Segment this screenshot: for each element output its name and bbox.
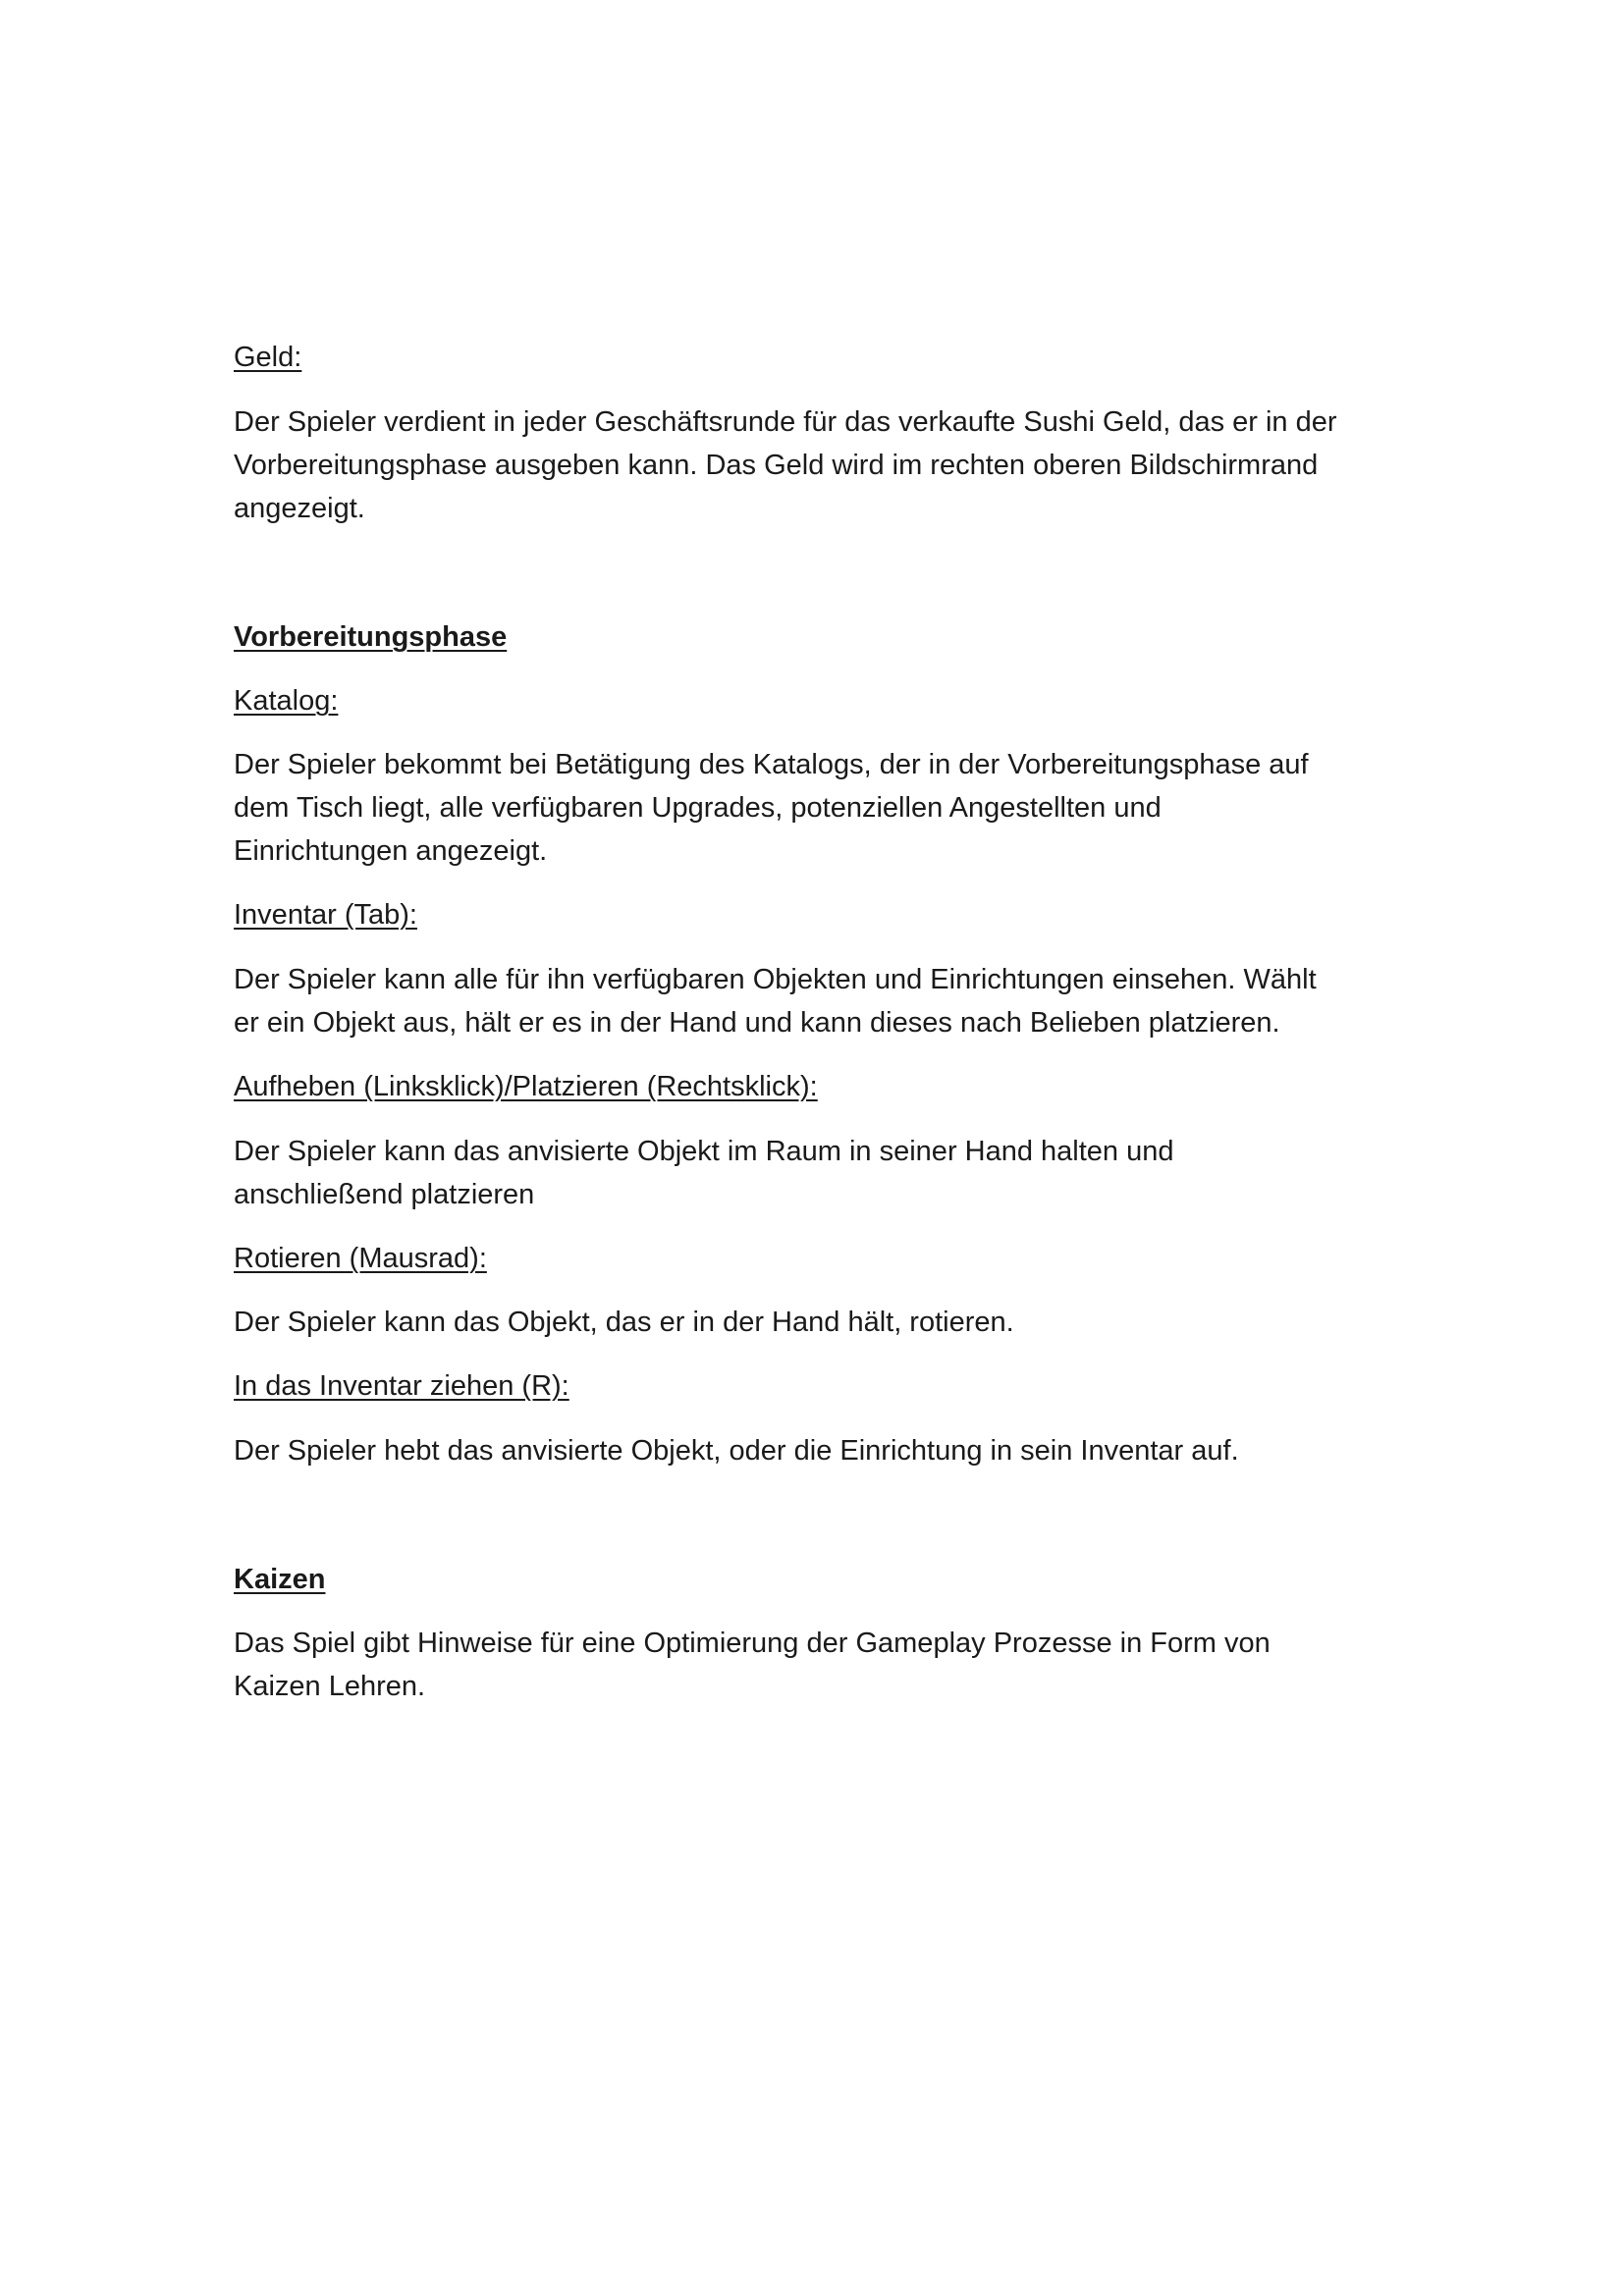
rotieren-label: Rotieren (Mausrad):	[234, 1243, 487, 1274]
rotieren-paragraph	[234, 1301, 1412, 1344]
katalog-line-2: dem Tisch liegt, alle verfügbaren Upgrades, potenziellen Angestellten und	[234, 792, 1162, 824]
inventar-line-2: er ein Objekt aus, hält er es in der Hand und kann dieses nach Belieben platzieren.	[234, 1007, 1280, 1039]
vorbereitungsphase-title: Vorbereitungsphase	[234, 621, 508, 653]
kaizen-title: Kaizen	[234, 1564, 326, 1595]
aufheben-line-2: anschließend platzieren	[234, 1179, 535, 1210]
geld-line-2: Vorbereitungsphase ausgeben kann. Das Geld wird im rechten oberen Bildschirmrand	[234, 450, 1319, 481]
aufheben-paragraph	[234, 1130, 1412, 1216]
inventar-ziehen-label: In das Inventar ziehen (R):	[234, 1370, 569, 1402]
inventar-ziehen-line-1: Der Spieler hebt das anvisierte Objekt, oder die Einrichtung in sein Inventar auf.	[234, 1435, 1239, 1467]
inventar-ziehen-paragraph	[234, 1429, 1412, 1472]
geld-paragraph	[234, 400, 1412, 530]
katalog-paragraph	[234, 743, 1412, 873]
inventar-line-1: Der Spieler kann alle für ihn verfügbaren Objekten und Einrichtungen einsehen. Wählt	[234, 964, 1317, 995]
geld-label: Geld:	[234, 342, 302, 373]
kaizen-paragraph	[234, 1622, 1412, 1708]
katalog-label: Katalog:	[234, 685, 339, 717]
geld-line-3: angezeigt.	[234, 493, 365, 524]
katalog-line-1: Der Spieler bekommt bei Betätigung des Katalogs, der in der Vorbereitungsphase auf	[234, 749, 1309, 780]
katalog-line-3: Einrichtungen angezeigt.	[234, 835, 548, 867]
rotieren-line-1: Der Spieler kann das Objekt, das er in der Hand hält, rotieren.	[234, 1307, 1014, 1338]
kaizen-line-1: Das Spiel gibt Hinweise für eine Optimierung der Gameplay Prozesse in Form von	[234, 1628, 1271, 1659]
geld-line-1: Der Spieler verdient in jeder Geschäftsrunde für das verkaufte Sushi Geld, das er in der	[234, 406, 1337, 438]
aufheben-line-1: Der Spieler kann das anvisierte Objekt im Raum in seiner Hand halten und	[234, 1136, 1174, 1167]
kaizen-line-2: Kaizen Lehren.	[234, 1671, 426, 1702]
inventar-paragraph	[234, 958, 1412, 1044]
aufheben-label: Aufheben (Linksklick)/Platzieren (Rechtsklick):	[234, 1071, 818, 1102]
inventar-label: Inventar (Tab):	[234, 899, 417, 931]
